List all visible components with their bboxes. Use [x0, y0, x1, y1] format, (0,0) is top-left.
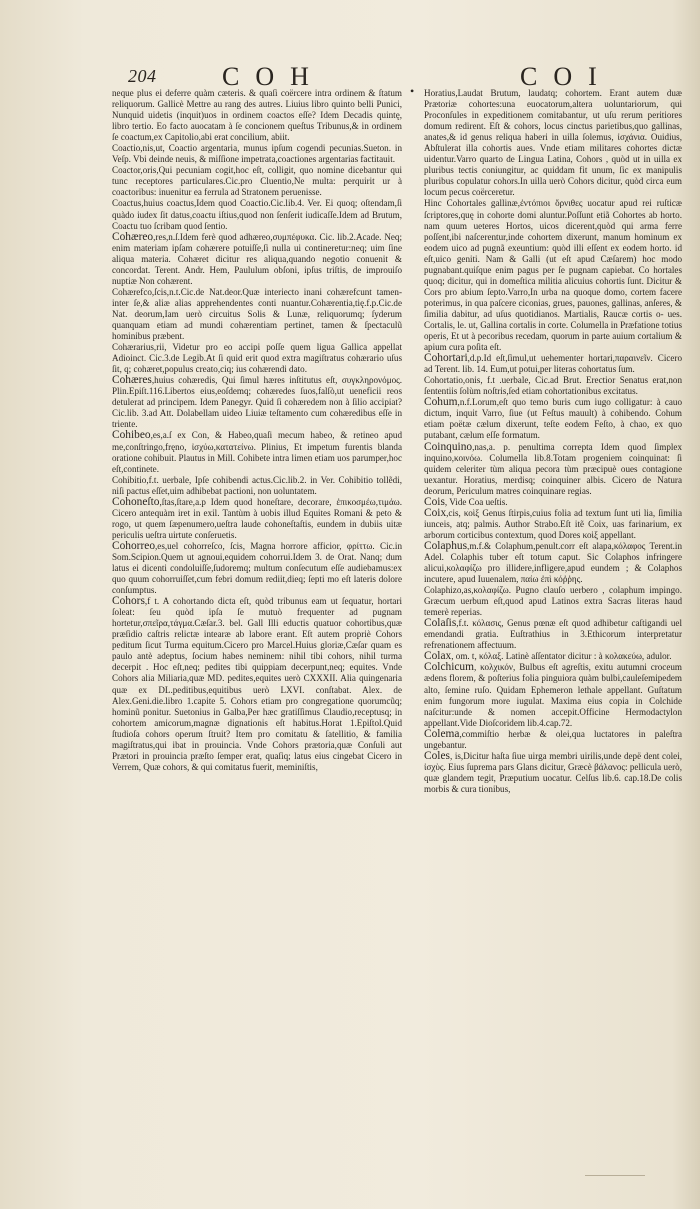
- entry-text: ,n.f.Lorum,eſt quo temo buris cum iugo colligatur: à cauo dictum, inquit Varro, ſiue (ut Feſtus mauult) à cohibendo. Cohum etiam poëtæ cælum dixerunt, teſte eodem Feſto, à chao, ex quo putabant, cælum eſſe formatum.: [424, 397, 682, 441]
- entry-headword: Colaphus: [424, 539, 468, 552]
- dictionary-entry: [112, 232, 402, 287]
- right-column: [424, 88, 682, 795]
- entry-headword: Colax: [424, 650, 452, 663]
- entry-text: , om. t, κόλαξ. Latinè aſſentator dicitur : à κολακεύω, adulor.: [451, 651, 672, 662]
- left-column: [112, 88, 402, 773]
- dictionary-entry: [112, 541, 402, 596]
- entry-text: ,f.t. κόλασις, Genus pœnæ eſt quod adhibetur caſtigandi uel emendandi gratia. Euſtrathius in 3.Ethicorum interpretatur refrenationem affectuum.: [424, 618, 682, 651]
- dictionary-entry: [424, 198, 682, 353]
- entry-text: Cohærarius,rii, Videtur pro eo accipi poſſe quem ligua Gallica appellat Adioinct. Cic.3.de Legib.At ſi quid erit quod extra magiſtratus cohærario uſus ſit, q; cohæret,populus creato,ciq; ius cohærendi dato.: [112, 342, 402, 375]
- entry-headword: Cohæres: [112, 374, 152, 387]
- dictionary-entry: [112, 430, 402, 474]
- dictionary-entry: [424, 497, 682, 508]
- dictionary-entry: [424, 353, 682, 375]
- dictionary-entry: [112, 497, 402, 541]
- entry-text: ,d.p.Id eſt,ſimul,ut uehementer hortari,παραινεῖν. Cicero ad Terent. lib. 14. Eum,ut potui,per literas cohortatus ſum.: [424, 353, 682, 375]
- entry-text: ,res,n.ſ.Idem ferè quod adhæreo,συμπέφυκα. Cic. lib.2.Acade. Neq; enim materiam ipſam cohærere potuiſſe,ſi nulla ui contineretur:neq; uim ſine aliqua materia. Cohæret dicitur res aliqua,quando negotio conuenit & concordat. Terent. Andr. Hem, Paululum obſoni, ipſus triſtis, de improuiſo nuptiæ Non cohærent.: [112, 231, 402, 286]
- entry-text: Colaphizo,as,κολαφίζω. Pugno clauſo uerbero , colaphum impingo. Græcum uerbum eſt,quod apud Latinos extra Sacras literas haud temerè reperias.: [424, 585, 682, 618]
- dictionary-entry: [424, 662, 682, 728]
- dictionary-entry: [112, 165, 402, 198]
- entry-text: ,huius cohæredis, Qui ſimul hæres inſtitutus eſt, συγκληρονόμος. Plin.Epiſt.116.Libertos eius,eoſdemq; cohæredes ſuos,falſò,ut ueneficii reos detulerat ad principem. Idem Panegyr. Quid ſi cohæredem non à ſilio accipiat? Cic.lib. 3.ad Att. Dolabellam uideo Liuiæ teſtamento cum cohæredibus eſſe in triente.: [112, 375, 402, 430]
- dictionary-entry: [112, 342, 402, 375]
- entry-headword: Cois: [424, 495, 445, 508]
- dictionary-entry: [424, 729, 682, 751]
- dictionary-entry: [424, 397, 682, 441]
- dictionary-entry: [424, 508, 682, 541]
- entry-text: neque plus ei deferre quàm cæteris. & quaſi coërcere intra ordinem & ſtatum reliquorum. Gallicè Mettre au rang des autres. Liuius libro quinto belli Punici, Nunquid uidetis (inquit)uos in ordinem coactos eſſe? Idem Decadis quintę, libro tertio. Eo facto auocatam à ſe concionem queſtus Tribunus,& in ordinem ſe coactum,ex Capitolio,abi erat concilium, abiit.: [112, 88, 402, 143]
- entry-text: ,commiſtio herbæ & olei,qua luctatores in paleſtra ungebantur.: [424, 728, 682, 750]
- entry-headword: Coix: [424, 506, 447, 519]
- dictionary-entry: [424, 751, 682, 795]
- entry-text: ,ſtas,ſtare,a.p Idem quod honeſtare, decorare, ἐπικοσμέω,τιμάω. Cicero antequàm iret in exil. Tantùm à uobis illud Equites Romani & peto & rogo, ut quem ſæpenumero,ueſtra laude cohoneſtaſtis, eundem in dubiis uitæ periculis ueſtra uirtute conſeruetis.: [112, 496, 402, 540]
- dictionary-entry: [424, 618, 682, 651]
- bottom-rule: [585, 1175, 645, 1176]
- dictionary-entry: [112, 143, 402, 165]
- dictionary-entry: [424, 541, 682, 585]
- left-running-head: COH: [222, 62, 325, 91]
- entry-text: ,m.f.& Colaphum,penult.corr eſt alapa,κόλαφος Terent.in Adel. Colaphis tuber eſt totum caput. Sic Colaphos infringere alicui,κολαφίζω pro illidere,infligere,apud eundem ; & Colaphos incutere, apud Iuuenalem, παίω ἐπὶ κόῤῥης.: [424, 540, 682, 585]
- right-running-head: COI: [520, 62, 613, 91]
- entry-text: Cohortatio,onis, f.t .uerbale, Cic.ad Brut. Erectior Senatus erat,non ſententiis ſolùm noſtris,ſed etiam cohortationibus excitatus.: [424, 375, 682, 397]
- entry-text: ,nas,a. p. penultima correpta Idem quod ſimplex inquino,κοινόω. Columella lib.8.Totam progeniem coinquinat: ſi quidem celeriter tùm aliqua pecora tùm præcipuè oues contagione uexantur. Horatius, merdisq; coinquiner albis. Cicero de Natura deorum, Periculum matres coinquinare regias.: [424, 441, 682, 496]
- dictionary-entry: [112, 375, 402, 430]
- dictionary-entry: [112, 88, 402, 143]
- entry-headword: Cohoneſto: [112, 495, 160, 508]
- dictionary-entry: [112, 596, 402, 773]
- entry-text: , κολχικόν, Bulbus eſt agreſtis, exitu autumni croceum ædens florem, & poſterius folia pinguiora quàm bulbi,cauleſemipedem alto, ſemine ruſo. Quidam Ephemeron lethale appellant. Guſtatum enim fungorum more iugulat. Maxima eius copia in Colchide naſcitur:unde & nomen accepit.Officine Hermodactylon appellant.Vide Dioſcoridem lib.4.cap.72.: [424, 662, 682, 728]
- entry-text: , is,Dicitur haſta ſiue uirga membri uirilis,unde depë dent colei, ἰσχὺς. Eius ſuprema pars Glans dicitur, Græcè βάλανος: pellicula uerò, quæ glandem tegit, Præputium uocatur. Celſus lib.6. cap.18.De colis morbis & cura tionibus,: [424, 750, 682, 794]
- dictionary-entry: [424, 442, 682, 497]
- entry-headword: Colaſis: [424, 617, 457, 630]
- entry-text: ,es,uel cohorreſco, ſcis, Magna horrore afficior, φρίττω. Cic.in Som.Scipion.Quem ut agnoui,equidem cohorrui.Idem 3. de Orat. Nanq; dum latus ei dicenti condoluiſſe,ſudoremq; multum conſecutum eſſe audiebamus:ex quo quum cohorruiſſet,cum febri domum rediit,dieq; ſepti mo eſt lateris dolore conſumptus.: [112, 540, 402, 596]
- entry-text: Cohibitio,f.t. uerbale, Ipſe cohibendi actus.Cic.lib.2. in Ver. Cohibitio tollẽdi, niſi pactus eſſet,uim adhibebat pactioni, non uoluntatem.: [112, 474, 402, 496]
- entry-headword: Cohortari: [424, 352, 468, 365]
- entry-headword: Cohorreo: [112, 539, 156, 552]
- entry-headword: Colema: [424, 727, 460, 740]
- entry-text: Hinc Cohortales gallinæ,ἐντόπιοι ὄρνιθες uocatur apud rei ruſticæ ſcriptores,quę in cohorte domi aluntur.Poſſunt etiã Cohortes ab horto. nam quum ueteres Hortos, uicos dicerent,quòd qui arma ferre poſſent,ibi naſcerentur,inde cohortem dixerunt, manum hominum ex eodem uico ad pugnã exeuntium: quòd illi eſſent ex eodem horto. id eſt,uico geniti. Nam & Galli (ut eſt apud Cæſarem) hoc modo pugnabant.quiſque enim pagus per ſe pugnam capiebat. Co hortales quoq; dicitur, qui in domeſtica militia alicuius cohortis ſunt. Dicitur & Cors pro abium ſepto.Varro,In urba na quoque domo, cortem facere poterimus, in qua paſcere ciconias, grues, pauones, gallinas, anſeres, & ſimilia dabitur, ad uſus quotidianos. Martialis, Raucæ cortis o- ues. Cortalis, le. ut, Gallina cortalis in corte. Columella in Præfatione totius operis, Et ut à pecoribus recedam, quorum in parte auium cortalium & apium cura poſita eſt.: [424, 198, 682, 353]
- entry-text: , Vide Coa ueſtis.: [444, 496, 508, 507]
- column-marker: •: [410, 84, 415, 98]
- entry-text: ,f t. A cohortando dicta eſt, quòd tribunus eam ut ſequatur, hortari ſoleat: ſeu quòd ipſa ſe mutuò frequenter ad pugnam hortetur,σπεῖρα,τάγμα.Cæſar.3. bel. Gall Illi eductis quatuor cohortibus,quæ præſidio caſtris relictæ intearæ ab labore erant. Eſt autem propriè Cohors peditum ſicut Turma equitum.Cicero pro Marcel.Huius gloriæ,Cæſar quam es paulo antè adeptus, ſocium habes neminem: nihil tibi cohors, nihil turma decerpit . Hoc eſt,neq; pedites tibi quippiam decerpunt,neq; equites. Vnde Cohors alia Miliaria,quæ MD. pedites,equites uerò CXXXII. Alia quingenaria quæ ex DL.peditibus,equitibus uerò LXVI. conſtabat. Alex. de Alex.Geni.die.libro 1.capite 5. Cohors etiam pro congregatione quorumcũq; hominũ ponitur. Suetonius in Galba,Per hæc gratiſſimus Claudio,receptusq; in cohortem amicorum,magnæ dignationis eſt habitus.Horat 1.Epiſtol.Quid ſtudioſa cohors operum ſtruit? Item pro comitatu & ſatellitio, & familia magiſtratus,qui ibat in prouincia. Vnde Cohors prætoria,quæ Conſuli aut Prætori in prouincia præſto ſemper erat, quaſiq; latus eius cingebat Cicero in Verrem, Quæ cohors, & qui comitatus fuerit, meminiſtis,: [112, 596, 402, 772]
- entry-text: ,es,a.ſ ex Con, & Habeo,quaſi mecum habeo, & retineo apud me,conſtringo,fręno, ἰσχύω,κατατείνω. Plinius, Et impetum furentis blanda oratione cohibuit. Plautus in Mill. Cohibete intra limen etiam uos parumper,hoc eſt,continete.: [112, 430, 402, 474]
- dictionary-entry: [424, 585, 682, 618]
- entry-headword: Cohum: [424, 396, 458, 409]
- page-number: 204: [128, 66, 157, 86]
- dictionary-entry: [112, 287, 402, 342]
- entry-text: Coactus,huius coactus,Idem quod Coactio.Cic.lib.4. Ver. Ei quoq; oſtendam,ſi quàdo iudex ſit datus,coactu iſtius,quod non ſenſerit iudicaſſe.Idem ad Brutum, Coactu tuo ſcribam quod ſentio.: [112, 198, 402, 231]
- dictionary-entry: [112, 198, 402, 231]
- entry-text: Cohærefco,ſcis,n.t.Cic.de Nat.deor.Quæ interiecto inani cohærefcunt tamen-inter ſe,& aliæ alias apprehendentes conti nuantur.Cohærentia,tię.f.p.Cic.de Nat. deorum,Iam uerò circuitus Solis & Lunæ, reliquorumq; ſyderum quanquam etiam ad mundi cohærentiam pertinet, tamen & ſpectaculũ hominibus præbent.: [112, 286, 402, 342]
- entry-text: Coactio,nis,ut, Coactio argentaria, munus ipſum cogendi pecunias.Sueton. in Veſp. Vbi deinde neuis, & miſſione impetrata,coactiones argentarias factitauit.: [112, 143, 402, 165]
- dictionary-entry: [424, 375, 682, 397]
- entry-headword: Coles: [424, 749, 450, 762]
- entry-text: Horatius,Laudat Brutum, laudatq; cohortem. Erant autem duæ Prætoriæ cohortes:una euocatorum,altera uoluntariorum, qui Proconſules in expeditionem comitabantur, ut uſu rerum peritiores domum redirent. Eſt & cohors, locus cinctus parietibus,quo gallinas, anates,& id genus reliqua haberi in uilla ſolemus, ἰσχάνια. Ouidius, Abſtulerat illa cohortis aues. Vnde etiam militares cohortes dictæ uidentur.Varro quarto de Lingua Latina, Cohors , quòd ut in uilla ex pluribus tectis coniungitur, ac quiddam fit unum, ſic ex manipulis pluribus copulatur cohors.In uilla uerò Cohors dicitur, quòd circa eum locum pecus coërceretur.: [424, 88, 682, 198]
- entry-headword: Coinquino: [424, 440, 473, 453]
- entry-text: ,cis, κοὶξ Genus ſtirpis,cuius folia ad textum ſunt uti lia, ſimilia iunceis, atq; palmis. Author Strabo.Eſt itẽ Coix, uas farinarium, ex arborum corticibus contextum, quod Dores κοὶξ appellant.: [424, 507, 682, 540]
- entry-headword: Cohors: [112, 595, 145, 608]
- dictionary-entry: [112, 475, 402, 497]
- entry-text: Coactor,oris,Qui pecuniam cogit,hoc eſt, colligit, quo nomine dicebantur qui tunc receptores particulares.Cic.pro Cluentio,Ne multa: perquirit ur à coactoribus: inuenitur ea ferrula ad Stratonem peruenisse.: [112, 165, 402, 198]
- dictionary-entry: [424, 88, 682, 198]
- entry-headword: Cohæreo: [112, 230, 154, 243]
- entry-headword: Cohibeo: [112, 429, 151, 442]
- entry-headword: Colchicum: [424, 661, 474, 674]
